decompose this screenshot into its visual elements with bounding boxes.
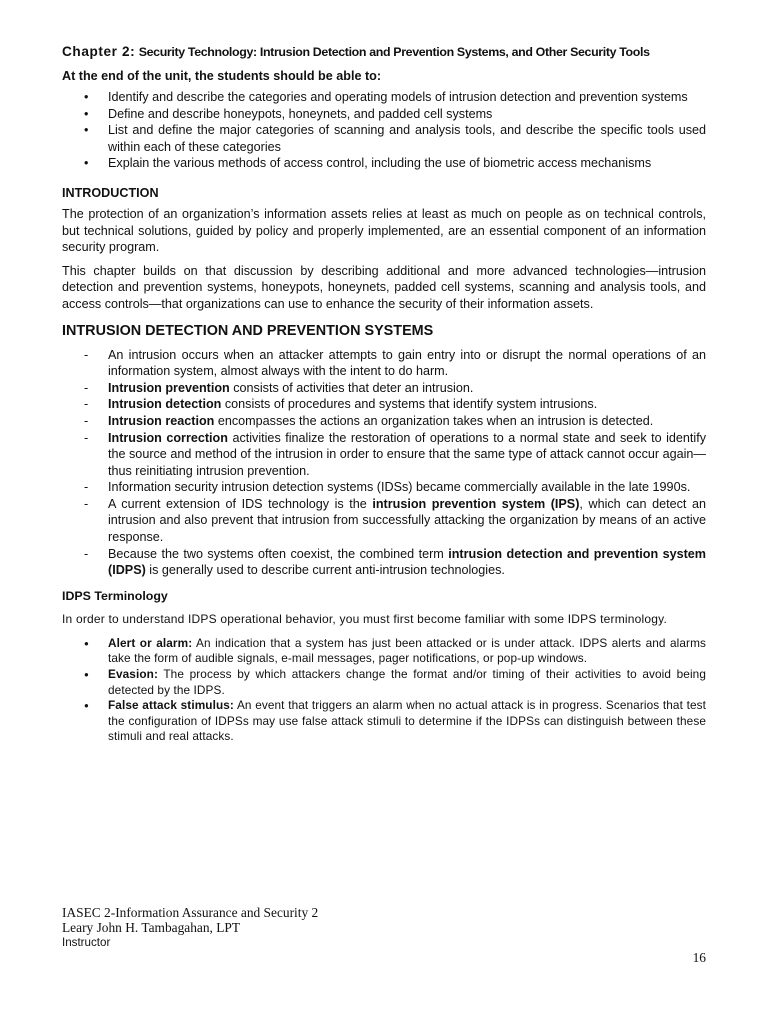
list-item: ● Alert or alarm: An indication that a system has just been attacked or is under attack. IDPS alerts and alarms take the form of audible signals, e-mail messages, pager notifications, or pop-up windows. — [62, 636, 706, 667]
objectives-lead: At the end of the unit, the students should be able to: — [62, 69, 382, 83]
idps-list — [62, 347, 706, 579]
chapter-heading — [62, 44, 706, 59]
terminology-heading: IDPS Terminology — [62, 588, 168, 603]
objectives-list — [62, 89, 706, 172]
list-item: - Intrusion detection consists of procedures and systems that identify system intrusions. — [62, 396, 706, 413]
list-item: - Intrusion correction activities finalize the restoration of operations to a normal state and seek to identify the source and method of the intrusion in order to ensure that the same type of attack cannot occur again—thus reinitiating intrusion prevention. — [62, 430, 706, 480]
introduction-paragraph: This chapter builds on that discussion by describing additional and more advanced technologies—intrusion detection and prevention systems, honeypots, honeynets, padded cell systems, scanning and analysis tools, and access controls—that organizations can use to enhance the security of their information assets. — [62, 263, 706, 311]
list-item: - Because the two systems often coexist, the combined term intrusion detection and prevention system (IDPS) is generally used to describe current anti-intrusion technologies. — [62, 546, 706, 579]
page-footer — [62, 905, 318, 950]
list-item: • Define and describe honeypots, honeynets, and padded cell systems — [62, 106, 706, 123]
terminology-list — [62, 636, 706, 745]
footer-author: Leary John H. Tambagahan, LPT — [62, 920, 241, 935]
list-item: • List and define the major categories of scanning and analysis tools, and describe the specific tools used within each of these categories — [62, 122, 706, 155]
footer-role: Instructor — [62, 936, 111, 949]
list-item: - Intrusion reaction encompasses the actions an organization takes when an intrusion is detected. — [62, 413, 706, 430]
list-item: • Identify and describe the categories and operating models of intrusion detection and prevention systems — [62, 89, 706, 106]
list-item: - A current extension of IDS technology is the intrusion prevention system (IPS), which can detect an intrusion and also prevent that intrusion from successfully attacking the organization by means of an active response. — [62, 496, 706, 546]
footer-course: IASEC 2-Information Assurance and Security 2 — [62, 905, 319, 920]
list-item: - An intrusion occurs when an attacker attempts to gain entry into or disrupt the normal operations of an information system, almost always with the intent to do harm. — [62, 347, 706, 380]
list-item: ● False attack stimulus: An event that triggers an alarm when no actual attack is in progress. Scenarios that test the configuration of IDPSs may use false attack stimuli to determine if the IDPSs can distinguish between these stimuli and real attacks. — [62, 698, 706, 745]
idps-heading: INTRUSION DETECTION AND PREVENTION SYSTEMS — [62, 322, 434, 339]
chapter-title: Security Technology: Intrusion Detection and Prevention Systems, and Other Security Tools — [138, 45, 650, 59]
introduction-heading: INTRODUCTION — [62, 185, 159, 200]
terminology-intro: In order to understand IDPS operational behavior, you must first become familiar with some IDPS terminology. — [62, 611, 667, 626]
introduction-paragraph: The protection of an organization’s information assets relies at least as much on people as on technical controls, but technical solutions, guided by policy and properly implemented, are an essential component of an information security program. — [62, 206, 706, 255]
list-item: - Information security intrusion detection systems (IDSs) became commercially available in the late 1990s. — [62, 479, 706, 496]
list-item: ● Evasion: The process by which attackers change the format and/or timing of their activities to avoid being detected by the IDPS. — [62, 667, 706, 698]
document-page — [62, 44, 706, 745]
chapter-label: Chapter 2: — [62, 44, 136, 59]
list-item: • Explain the various methods of access control, including the use of biometric access mechanisms — [62, 155, 706, 172]
list-item: - Intrusion prevention consists of activities that deter an intrusion. — [62, 380, 706, 397]
page-number: 16 — [692, 950, 706, 965]
